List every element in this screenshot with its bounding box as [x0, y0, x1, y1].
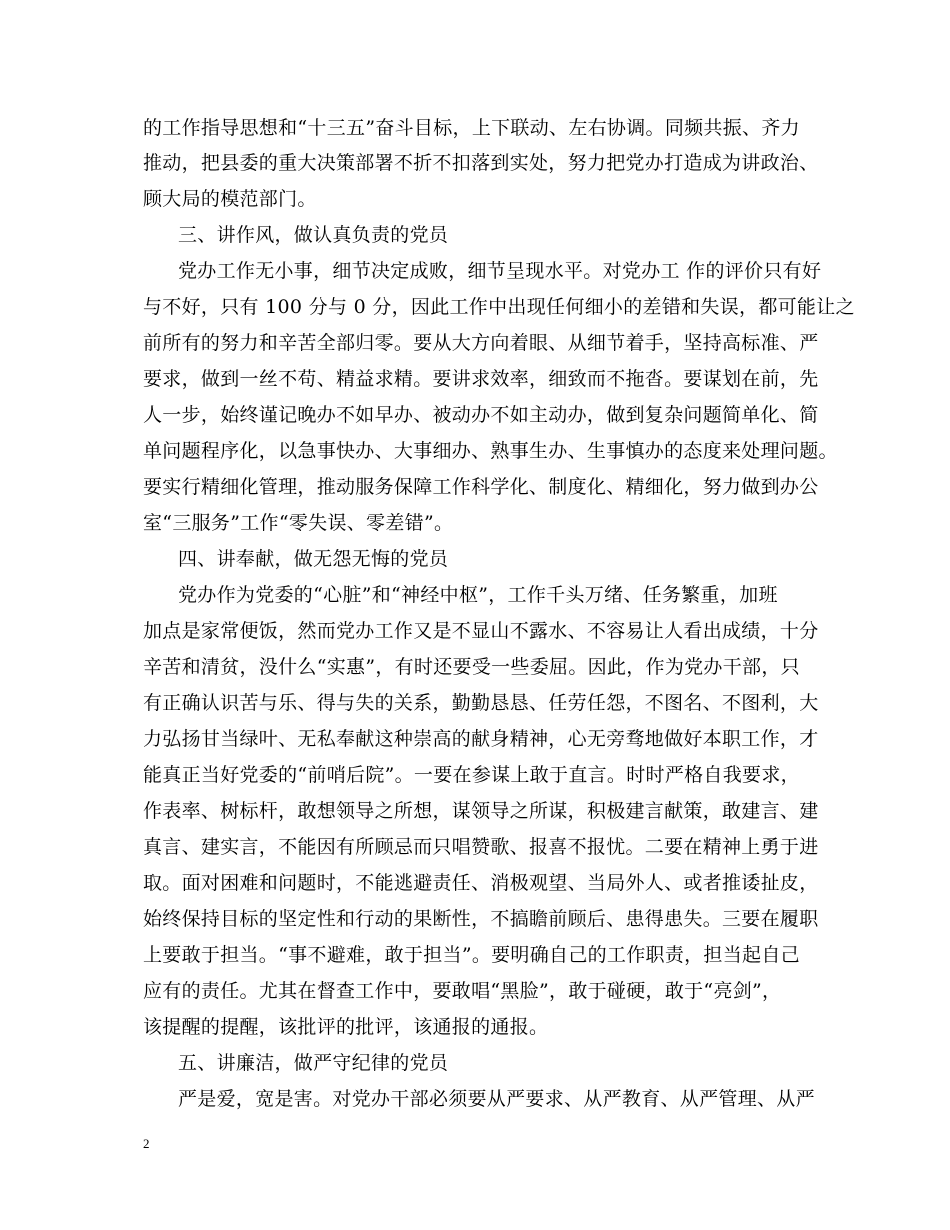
text-line: 能真正当好党委的“前哨后院”。一要在参谋上敢于直言。时时严格自我要求， — [143, 764, 800, 786]
section-heading: 五、讲廉洁，做严守纪律的党员 — [178, 1052, 449, 1074]
text-line: 该提醒的提醒，该批评的批评，该通报的通报。 — [143, 1016, 549, 1038]
text-line: 单问题程序化，以急事快办、大事细办、熟事生办、生事慎办的态度来处理问题。 — [143, 440, 838, 462]
text-line: 应有的责任。尤其在督查工作中，要敢唱“黑脸”，敢于碰硬，敢于“亮剑”， — [143, 980, 782, 1002]
text-line: 室“三服务”工作“零失误、零差错”。 — [143, 512, 454, 534]
text-line: 要求，做到一丝不苟、精益求精。要讲求效率，细致而不拖沓。要谋划在前，先 — [143, 368, 819, 390]
text-line: 上要敢于担当。“事不避难，敢于担当”。要明确自己的工作职责，担当起自己 — [143, 944, 800, 966]
text-line: 推动，把县委的重大决策部署不折不扣落到实处，努力把党办打造成为讲政治、 — [143, 152, 819, 174]
text-line: 党办工作无小事，细节决定成败，细节呈现水平。对党办工 作的评价只有好 — [178, 260, 822, 282]
text-line: 前所有的努力和辛苦全部归零。要从大方向着眼、从细节着手，坚持高标准、严 — [143, 332, 819, 354]
text-line: 加点是家常便饭，然而党办工作又是不显山不露水、不容易让人看出成绩，十分 — [143, 620, 819, 642]
text-line: 党办作为党委的“心脏”和“神经中枢”，工作千头万绪、任务繁重，加班 — [178, 584, 778, 606]
text-line: 与不好，只有 100 分与 0 分，因此工作中出现任何细小的差错和失误，都可能让之 — [143, 296, 855, 318]
section-heading: 四、讲奉献，做无怨无悔的党员 — [178, 548, 449, 570]
text-line: 人一步，始终谨记晚办不如早办、被动办不如主动办，做到复杂问题简单化、简 — [143, 404, 819, 426]
text-line: 真言、建实言，不能因有所顾忌而只唱赞歌、报喜不报忧。二要在精神上勇于进 — [143, 836, 819, 858]
text-line: 有正确认识苦与乐、得与失的关系，勤勤恳恳、任劳任怨，不图名、不图利，大 — [143, 692, 819, 714]
text-line: 的工作指导思想和“十三五”奋斗目标，上下联动、左右协调。同频共振、齐力 — [143, 117, 800, 139]
section-heading: 三、讲作风，做认真负责的党员 — [178, 224, 449, 246]
text-line: 取。面对困难和问题时，不能逃避责任、消极观望、当局外人、或者推诿扯皮， — [143, 872, 819, 894]
text-line: 始终保持目标的坚定性和行动的果断性，不搞瞻前顾后、患得患失。三要在履职 — [143, 908, 819, 930]
text-line: 作表率、树标杆，敢想领导之所想，谋领导之所谋，积极建言献策，敢建言、建 — [143, 800, 819, 822]
text-line: 要实行精细化管理，推动服务保障工作科学化、制度化、精细化，努力做到办公 — [143, 476, 819, 498]
text-line: 顾大局的模范部门。 — [143, 188, 317, 210]
text-line: 辛苦和清贫，没什么“实惠”，有时还要受一些委屈。因此，作为党办干部，只 — [143, 656, 800, 678]
page-number: 2 — [143, 1136, 150, 1151]
text-line: 严是爱，宽是害。对党办干部必须要从严要求、从严教育、从严管理、从严 — [178, 1088, 815, 1110]
text-line: 力弘扬甘当绿叶、无私奉献这种崇高的献身精神，心无旁骛地做好本职工作，才 — [143, 728, 819, 750]
